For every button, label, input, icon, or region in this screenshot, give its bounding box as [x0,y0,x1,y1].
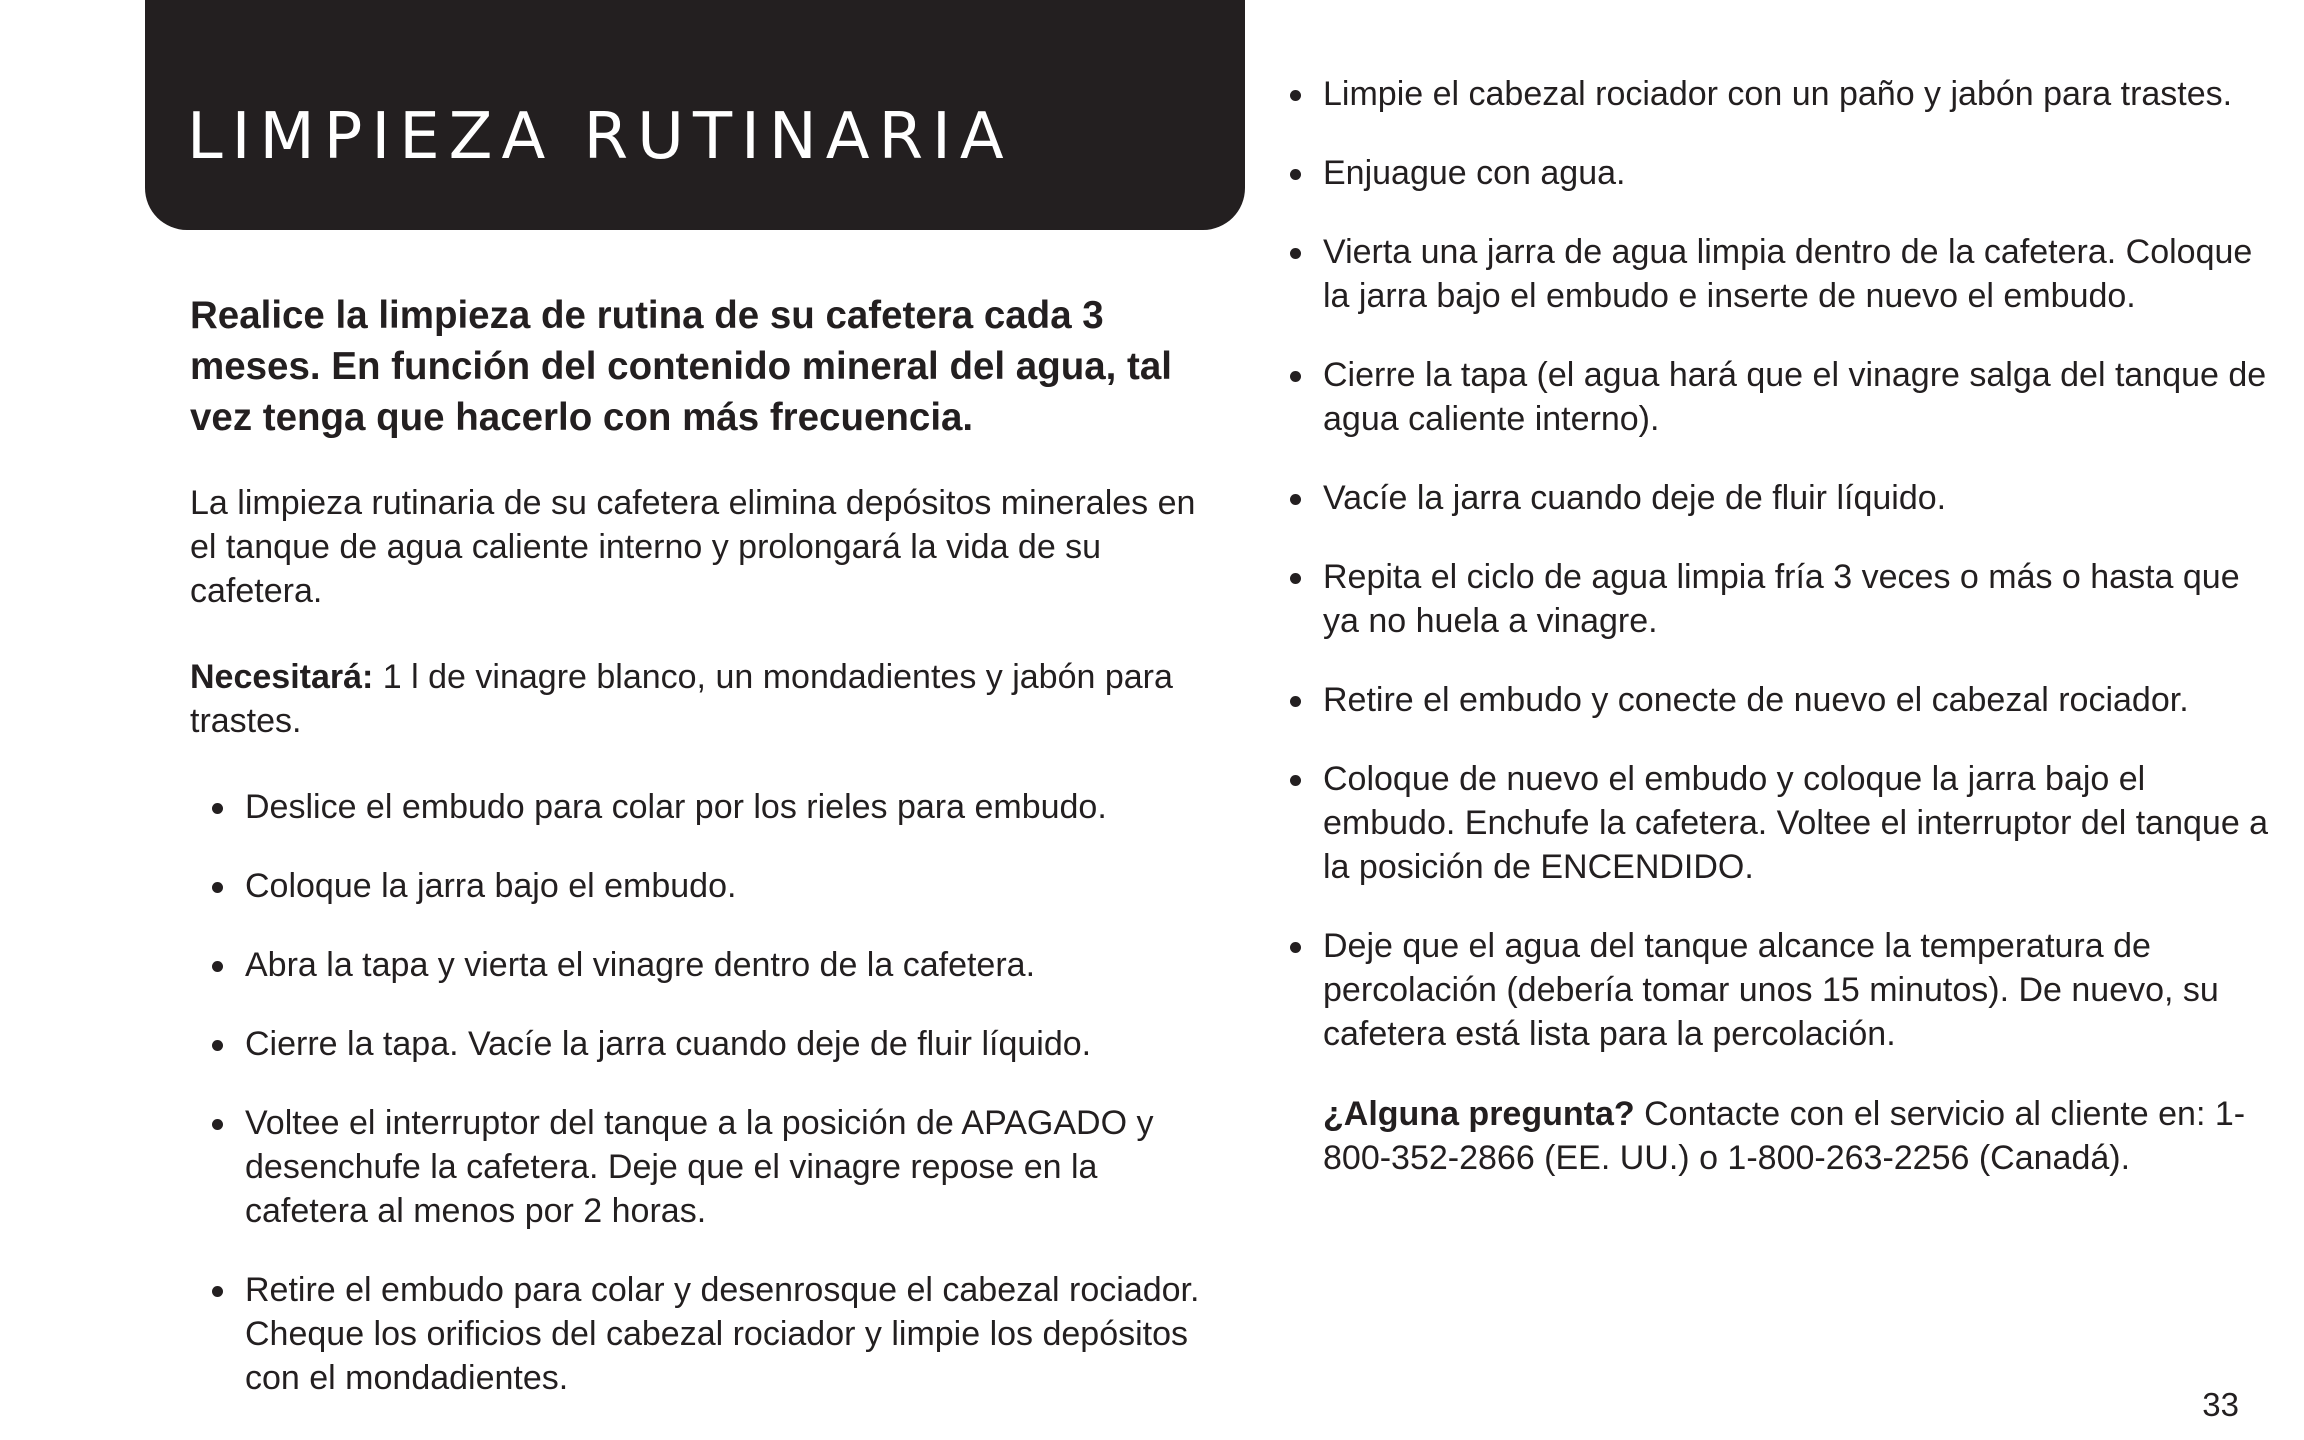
step-text: Deslice el embudo para colar por los rieles para embudo. [245,788,1107,826]
step-item [1290,476,2280,520]
step-item [1290,555,2280,643]
header-banner [145,0,1245,230]
bullet-icon [1290,371,1301,382]
step-item [1290,924,2280,1056]
left-column [190,290,1200,1435]
contact-question: ¿Alguna pregunta? [1323,1095,1635,1133]
step-item [1290,353,2280,441]
description-text: La limpieza rutinaria de su cafetera elimina depósitos minerales en el tanque de agua caliente interno y prolongará la vida de su cafetera. [190,484,1196,610]
bullet-icon [1290,573,1301,584]
intro-text: Realice la limpieza de rutina de su cafetera cada 3 meses. En función del contenido mineral del agua, tal vez tenga que hacerlo con más frecuencia. [190,294,1172,439]
needs-paragraph [190,655,1200,743]
needs-label: Necesitará: [190,658,374,696]
step-text: Vierta una jarra de agua limpia dentro de la cafetera. Coloque la jarra bajo el embudo e inserte de nuevo el embudo. [1323,233,2253,315]
step-item [1290,678,2280,722]
page-title: LIMPIEZA RUTINARIA [187,100,1013,174]
step-text: Vacíe la jarra cuando deje de fluir líquido. [1323,479,1947,517]
bullet-icon [1290,696,1301,707]
step-text: Enjuague con agua. [1323,154,1626,192]
bullet-icon [1290,169,1301,180]
bullet-icon [212,1040,223,1051]
bullet-icon [212,803,223,814]
bullet-icon [212,1286,223,1297]
bullet-icon [212,882,223,893]
step-text: Cierre la tapa. Vacíe la jarra cuando deje de fluir líquido. [245,1025,1092,1063]
step-text: Limpie el cabezal rociador con un paño y jabón para trastes. [1323,75,2233,113]
bullet-icon [212,961,223,972]
bullet-icon [1290,942,1301,953]
contact-info [1323,1092,2280,1180]
right-column [1290,72,2280,1180]
step-text: Retire el embudo para colar y desenrosque el cabezal rociador. Cheque los orificios del cabezal rociador y limpie los depósitos con el mondadientes. [245,1271,1200,1397]
contact-text: Contacte con el servicio al cliente en: 1-800-352-2866 (EE. UU.) o 1-800-263-2256 (Canadá). [1323,1095,2246,1177]
step-text: Coloque de nuevo el embudo y coloque la jarra bajo el embudo. Enchufe la cafetera. Voltee el interruptor del tanque a la posición de ENCENDIDO. [1323,760,2269,886]
step-text: Retire el embudo y conecte de nuevo el cabezal rociador. [1323,681,2189,719]
step-item [1290,72,2280,116]
left-step-list [212,785,1200,1400]
step-item [212,864,1200,908]
bullet-icon [1290,248,1301,259]
step-text: Coloque la jarra bajo el embudo. [245,867,737,905]
step-text: Abra la tapa y vierta el vinagre dentro de la cafetera. [245,946,1036,984]
step-item [212,943,1200,987]
step-item [212,785,1200,829]
needs-text: 1 l de vinagre blanco, un mondadientes y jabón para trastes. [190,658,1173,740]
step-item [1290,757,2280,889]
bullet-icon [1290,775,1301,786]
bullet-icon [1290,494,1301,505]
bullet-icon [1290,90,1301,101]
step-text: Repita el ciclo de agua limpia fría 3 veces o más o hasta que ya no huela a vinagre. [1323,558,2240,640]
step-text: Voltee el interruptor del tanque a la posición de APAGADO y desenchufe la cafetera. Deje que el vinagre repose en la cafetera al menos por 2 horas. [245,1104,1154,1230]
step-item [212,1268,1200,1400]
step-text: Deje que el agua del tanque alcance la temperatura de percolación (debería tomar unos 15 minutos). De nuevo, su cafetera está lista para la percolación. [1323,927,2219,1053]
step-item [1290,151,2280,195]
page-number: 33 [2202,1386,2239,1423]
right-step-list [1290,72,2280,1056]
step-item [1290,230,2280,318]
step-text: Cierre la tapa (el agua hará que el vinagre salga del tanque de agua caliente interno). [1323,356,2267,438]
bullet-icon [212,1119,223,1130]
step-item [212,1022,1200,1066]
step-item [212,1101,1200,1233]
